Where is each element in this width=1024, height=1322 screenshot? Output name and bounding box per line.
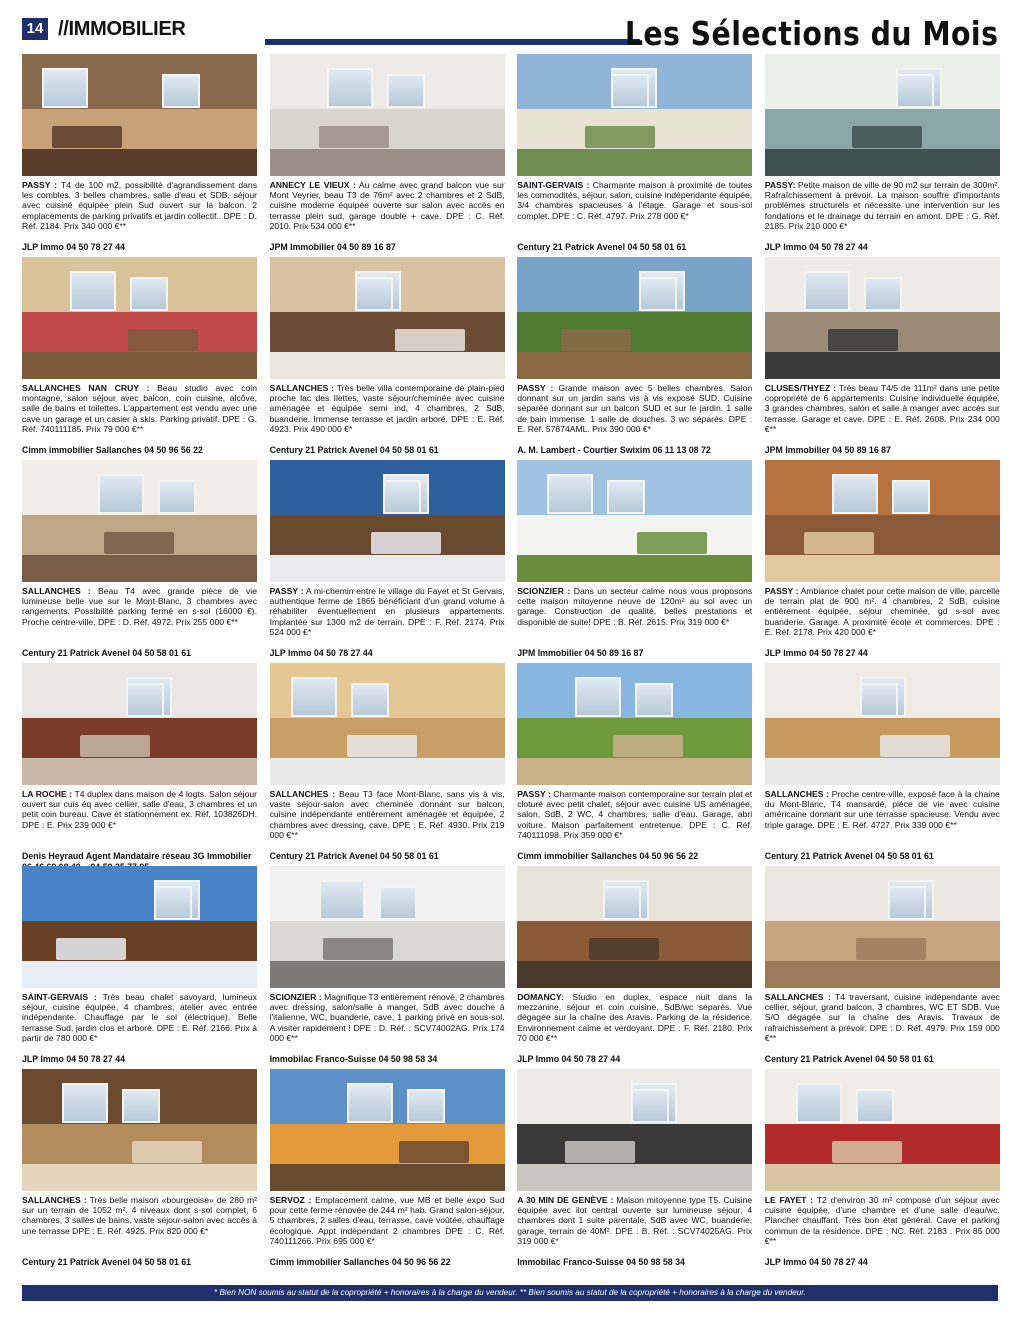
listing-description	[270, 383, 505, 445]
header-rule	[265, 39, 640, 45]
photo-window-shape	[126, 683, 164, 717]
listing-photo	[517, 257, 752, 379]
listing-description	[22, 180, 257, 242]
photo-window-shape	[355, 277, 393, 311]
listing-photo	[270, 460, 505, 582]
photo-window-shape	[162, 74, 200, 108]
listing-photo	[22, 663, 257, 785]
listing-card	[270, 257, 505, 460]
listing-photo	[517, 866, 752, 988]
listing-text: A mi-chemin entre le village du Fayet et St Gervais, authentique ferme de 1865 bénéficiant d'un grand volume à réhabiliter éventuellement en plusieurs appartements. Implantée sur 1300 m2 de terrain. DPE : F. Réf. 2174. Prix 524 000 €*	[269, 586, 505, 637]
photo-furniture-shape	[613, 735, 683, 757]
listing-card	[765, 54, 1000, 257]
listing-card	[765, 663, 1000, 866]
listing-text: Très beau T4/5 de 111m² dans une petite copropriété de 6 appartements. Cuisine individuelle équipée, 3 grandes chambres, salon et salle à manger avec accès sur terrasse. Garage et cave. DPE : E. Réf. 2608. Prix 234 000 €**	[764, 383, 1000, 434]
listing-card	[22, 1069, 257, 1272]
photo-window-shape	[611, 74, 649, 108]
listing-description	[765, 383, 1000, 445]
photo-window-shape	[383, 480, 421, 514]
photo-window-shape	[379, 886, 417, 920]
listing-description	[765, 992, 1000, 1054]
listing-text: T4 traversant, cuisine indépendante avec cellier, séjour, grand balcon, 3 chambres, WC ET SDB. Vue S/O dégagée sur la chaîne des Aravis. Travaux de rafraichissement à prévoir. DPE : D. Réf. 4979. Prix 159 000 €**	[764, 992, 1000, 1043]
listing-description	[270, 586, 505, 648]
listing-contact: Century 21 Patrick Avenel 04 50 58 01 61	[22, 1257, 192, 1267]
listing-location: SALLANCHES :	[764, 789, 830, 799]
photo-window-shape	[98, 474, 144, 514]
listing-location: SAINT-GERVAIS :	[517, 180, 590, 190]
listing-contact: JPM Immobilier 04 50 89 16 87	[269, 242, 396, 252]
page-header	[0, 0, 1024, 54]
listing-card	[22, 663, 257, 866]
listing-description	[22, 1195, 257, 1257]
listing-description	[270, 789, 505, 851]
listing-contact: Immobilac Franco-Suisse 04 50 98 58 34	[517, 1257, 685, 1267]
listing-text: Dans un secteur calme nous vous proposons cette maison mitoyenne neuve de 120m² au sol avec un garage. Construction de qualité, belles prestations et disponible de suite! DPE : B. Réf. 2615. Prix 319 000 €*	[517, 586, 753, 627]
listing-photo	[765, 866, 1000, 988]
photo-window-shape	[42, 68, 88, 108]
listing-text: Emplacement calme, vue MB et belle expo Sud pour cette ferme rénovée de 244 m² hab. Grand salon-séjour, 5 chambres, 2 salles d'eau, terrasse, cave voûtée, chauffage écologique. Appt indépendant 2 chambres DPE : C. Réf. 740111266. Prix 695 000 €*	[269, 1195, 505, 1246]
photo-furniture-shape	[832, 1141, 902, 1163]
listing-text: Charmante maison contemporaine sur terrain plat et cloturé avec petit chalet, séjour avec cuisine US aménagée, salon, SdB, 2 WC, 4 chambres, salle d'eau. Garage, abri voiture. Maison parfaitement entretenue. DPE : C. Réf. 740111098. Prix 359 000 €*	[517, 789, 753, 840]
listing-contact: Cimm immobilier Sallanches 04 50 96 56 22	[269, 1257, 451, 1267]
photo-window-shape	[319, 880, 365, 920]
listing-photo	[765, 663, 1000, 785]
listing-card	[270, 663, 505, 866]
photo-window-shape	[154, 886, 192, 920]
listing-description	[517, 383, 752, 445]
photo-window-shape	[70, 271, 116, 311]
photo-window-shape	[607, 480, 645, 514]
listing-contact: JPM Immobilier 04 50 89 16 87	[764, 445, 891, 455]
listing-contact: JLP Immo 04 50 78 27 44	[764, 1257, 868, 1267]
photo-window-shape	[860, 683, 898, 717]
listing-photo	[22, 866, 257, 988]
listing-contact: JLP Immo 04 50 78 27 44	[22, 1054, 126, 1064]
listing-photo	[517, 663, 752, 785]
listing-photo	[517, 54, 752, 176]
listing-location: PASSY :	[764, 586, 799, 596]
listing-description	[765, 586, 1000, 648]
listing-location: PASSY :	[22, 180, 58, 190]
listing-contact: Century 21 Patrick Avenel 04 50 58 01 61	[764, 851, 934, 861]
listing-photo	[270, 866, 505, 988]
photo-furniture-shape	[399, 1141, 469, 1163]
listing-description	[22, 992, 257, 1054]
listing-contact: JLP Immo 04 50 78 27 44	[764, 242, 868, 252]
listing-text: Beau T4 avec grande pièce de vie lumineuse belle vue sur le Mont-Blanc, 3 chambres avec rangements. Possibilité parking fermé en s-sol (16000 €). Proche centre-ville. DPE : D. Réf. 4972. Prix 255 000 €**	[22, 586, 257, 627]
listing-card	[517, 54, 752, 257]
listing-location: PASSY :	[517, 789, 551, 799]
photo-window-shape	[804, 271, 850, 311]
listing-photo	[270, 1069, 505, 1191]
photo-furniture-shape	[828, 329, 898, 351]
listing-text: Charmante maison à proximité de toutes les commodités, séjour, salon, cuisine indépendante équipée, 3/4 chambres spacieuses à l'étage. Garage et sous-sol complet. DPE : C. Réf. 4797. Prix 278 000 €*	[517, 180, 753, 221]
listing-text: Magnifique T3 entièrement rénové, 2 chambres avec dressing, salon/salle à manger, SdB avec douche à l'italienne, WC, buanderie, cave, 1 parking privé en sous-sol. A visiter rapidement ! DPE : D. Réf. : SCV74002AG. Prix 174 000 €**	[269, 992, 505, 1043]
photo-window-shape	[575, 677, 621, 717]
photo-window-shape	[158, 480, 196, 514]
photo-furniture-shape	[852, 126, 922, 148]
listing-card	[517, 257, 752, 460]
listing-text: Studio en duplex, espace nuit dans la mezzanine, séjour et coin cuisine, SdB/wc séparés. Vue dégagée sur la chaîne des Aravis. Parking de la résidence. Environnement calme et verdoyant. DPE : F. Réf. 2180. Prix 70 000 €**	[517, 992, 753, 1043]
listing-location: SERVOZ :	[269, 1195, 312, 1205]
listing-description	[765, 789, 1000, 851]
photo-window-shape	[888, 886, 926, 920]
photo-furniture-shape	[585, 126, 655, 148]
photo-window-shape	[832, 474, 878, 514]
listing-location: SCIONZIER :	[269, 992, 322, 1002]
listing-location: PASSY :	[517, 383, 554, 393]
listing-card	[765, 257, 1000, 460]
photo-window-shape	[856, 1089, 894, 1123]
photo-furniture-shape	[323, 938, 393, 960]
photo-furniture-shape	[347, 735, 417, 757]
photo-window-shape	[347, 1083, 393, 1123]
page-number: 14	[22, 18, 48, 40]
listing-location: SALLANCHES :	[764, 992, 831, 1002]
photo-furniture-shape	[319, 126, 389, 148]
photo-window-shape	[796, 1083, 842, 1123]
listing-text: Beau studio avec coin montagne, salon séjour avec balcon, coin cuisine, alcôve, salle de bains et toilettes. L'appartement est vendu avec une cave un garage et un casier à skis. Parking privatif. DPE : G. Réf. 740111185. Prix 79 000 €**	[22, 383, 257, 434]
listing-contact: Denis Heyraud Agent Mandataire réseau 3G Immobilier	[22, 851, 252, 861]
listing-contact: Century 21 Patrick Avenel 04 50 58 01 61	[764, 1054, 934, 1064]
listing-text: Très belle maison «bourgeoise» de 280 m² sur un terrain de 1052 m². 4 niveaux dont s-sol complet, 6 chambres, 3 salles de bains, vaste séjour-salon avec accès à une terrasse DPE : E. Réf. 4925. Prix 820 000 €*	[22, 1195, 257, 1236]
listing-location: SALLANCHES :	[269, 383, 335, 393]
listing-description	[517, 586, 752, 648]
listing-card	[765, 460, 1000, 663]
listing-card	[270, 460, 505, 663]
photo-window-shape	[896, 74, 934, 108]
listing-text: Petite maison de ville de 90 m2 sur terrain de 300m². Rafraîchissement à prévoir. La maison souffre d'importants problèmes structurels et nécessite une intervention sur les fondations et le drainage du terrain en amont. DPE : G. Réf. 2185. Prix 210 000 €*	[764, 180, 1000, 231]
listings-grid	[22, 54, 998, 1272]
listing-photo	[270, 663, 505, 785]
listing-contact: JLP Immo 04 50 78 27 44	[764, 648, 868, 658]
photo-window-shape	[291, 677, 337, 717]
photo-furniture-shape	[52, 126, 122, 148]
listing-description	[765, 1195, 1000, 1257]
photo-window-shape	[864, 277, 902, 311]
photo-window-shape	[387, 74, 425, 108]
listing-photo	[765, 54, 1000, 176]
listing-card	[22, 866, 257, 1069]
photo-window-shape	[407, 1089, 445, 1123]
photo-window-shape	[327, 68, 373, 108]
photo-furniture-shape	[56, 938, 126, 960]
listing-contact: JLP Immo 04 50 78 27 44	[269, 648, 373, 658]
listing-location: A 30 MIN DE GENÈVE :	[517, 1195, 614, 1205]
section-title: //IMMOBILIER	[58, 18, 186, 40]
listing-description	[22, 383, 257, 445]
listing-location: DOMANCY:	[517, 992, 564, 1002]
listing-contact: JPM Immobilier 04 50 89 16 87	[517, 648, 644, 658]
photo-window-shape	[631, 1089, 669, 1123]
listing-card	[270, 54, 505, 257]
listing-photo	[517, 1069, 752, 1191]
listing-location: SALLANCHES NAN CRUY :	[22, 383, 150, 393]
listing-text: Très belle villa contemporaine de plain-pied proche lac des Ilettes, vaste séjour/cheminée avec cuisine aménagée et équipée semi ind, 4 chambres, 2 SdB, buanderie. Immense terrasse et jardin arboré. DPE : E. Réf. 4923. Prix 490 000 €*	[269, 383, 505, 434]
listing-card	[765, 866, 1000, 1069]
listing-location: SALLANCHES :	[269, 789, 336, 799]
listing-card	[517, 1069, 752, 1272]
listing-card	[517, 663, 752, 866]
listing-card	[270, 1069, 505, 1272]
listing-text: T4 de 100 m2, possibilité d'agrandissement dans les combles. 3 belles chambres, salle d'eau et SDB, séjour avec cuisiné équipée plein Sud ouvert sur la balcon. 2 emplacements de parking privatifs et jardin collectif.. DPE : D. Réf. 2184. Prix 340 000 €**	[22, 180, 257, 231]
listing-description	[517, 180, 752, 242]
page-title: Les Sélections du Mois	[624, 14, 998, 53]
listing-photo	[270, 54, 505, 176]
listing-photo	[765, 257, 1000, 379]
listing-card	[517, 866, 752, 1069]
photo-window-shape	[351, 683, 389, 717]
listing-location: PASSY:	[764, 180, 796, 190]
listing-location: SALLANCHES :	[22, 586, 91, 596]
listing-photo	[765, 460, 1000, 582]
photo-furniture-shape	[104, 532, 174, 554]
listing-card	[270, 866, 505, 1069]
photo-window-shape	[639, 277, 677, 311]
listing-description	[517, 1195, 752, 1257]
listing-card	[765, 1069, 1000, 1272]
listing-photo	[22, 1069, 257, 1191]
listing-location: SCIONZIER :	[517, 586, 571, 596]
listing-photo	[517, 460, 752, 582]
photo-furniture-shape	[128, 329, 198, 351]
photo-furniture-shape	[637, 532, 707, 554]
listing-text: Très beau chalet savoyard, lumineux séjour, cuisine équipée, 4 chambres, atelier avec entrée indépendante. Chauffage par le sol (électrique). Belle terrasse Sud, jardin clos et arboré. DPE : E. Réf. 2166. Prix à partir de 780 000 €*	[22, 992, 257, 1043]
listing-description	[270, 1195, 505, 1257]
listing-photo	[22, 460, 257, 582]
listing-location: SAINT-GERVAIS :	[22, 992, 97, 1002]
listing-text: Proche centre-ville, exposé face à la chaine du Mont-Blanc, T4 mansardé, pièce de vie avec cuisine américaine donnant sur une terrasse spacieuse. Vendu avec triple garage. DPE : E. Réf. 4727. Prix 339 000 €**	[764, 789, 1000, 830]
listing-location: LE FAYET :	[764, 1195, 814, 1205]
photo-window-shape	[892, 480, 930, 514]
listing-text: T2 d'environ 30 m² composé d'un séjour avec cuisine équipée, d'une chambre et d'une salle d'eau/wc. Plancher chauffant. Très bon état général. Cave et parking commun de la résidence. DPE : NC. Réf. 2183 . Prix 85 000 €**	[764, 1195, 1000, 1246]
listing-contact: Century 21 Patrick Avenel 04 50 58 01 61	[517, 242, 687, 252]
listing-contact: Century 21 Patrick Avenel 04 50 58 01 61	[22, 648, 192, 658]
listing-description	[22, 789, 257, 851]
listing-photo	[765, 1069, 1000, 1191]
listing-description	[270, 992, 505, 1054]
listing-photo	[22, 257, 257, 379]
listing-text: Grande maison avec 5 belles chambres. Salon donnant sur un jardin sans vis à vis exposé SUD. Cuisine séparée donnant sur un balcon SUD et sur le jardin. 1 salle de bain immense. 1 salle de douches. 3 wc séparés. DPE : E. Réf. 57874AML. Prix 390 000 €*	[517, 383, 753, 434]
photo-furniture-shape	[80, 735, 150, 757]
listing-text: Ambiance chalet pour cette maison de ville, parcelle de terrain plat de 900 m². 4 chambres, 2 SdB, cuisine entièrement équipée, séjour cheminée, gd s-sol avec buanderie. Garage. A proximité école et commerces. DPE : E. Réf. 2178. Prix 420 000 €*	[764, 586, 1000, 637]
listing-description	[270, 180, 505, 242]
photo-window-shape	[122, 1089, 160, 1123]
photo-window-shape	[547, 474, 593, 514]
listing-contact: JLP Immo 04 50 78 27 44	[517, 1054, 621, 1064]
listing-location: PASSY :	[269, 586, 304, 596]
listing-description	[22, 586, 257, 648]
listing-contact: Cimm immobilier Sallanches 04 50 96 56 22	[22, 445, 203, 455]
photo-window-shape	[130, 277, 168, 311]
listing-text: Beau T3 face Mont-Blanc, sans vis à vis, vaste séjour-salon avec cheminée donnant sur balcon, cuisine indépendante entièrement aménagée et équipée, 2 chambres avec dressing, cave. DPE : E. Réf. 4930. Prix 219 000 €**	[269, 789, 505, 840]
listing-contact: Century 21 Patrick Avenel 04 50 58 01 61	[269, 851, 439, 861]
photo-furniture-shape	[804, 532, 874, 554]
listing-location: CLUSES/THYEZ :	[764, 383, 837, 393]
listing-contact: Cimm immobilier Sallanches 04 50 96 56 22	[517, 851, 699, 861]
photo-furniture-shape	[395, 329, 465, 351]
listing-photo	[270, 257, 505, 379]
photo-furniture-shape	[589, 938, 659, 960]
listing-description	[517, 789, 752, 851]
listing-text: Maison mitoyenne type T5. Cuisine équipée avec ilot central ouverte sur lumineuse séjour, 4 chambres dont 1 suite parentale, SdB avec WC, buanderie, garage, terrain de 40M². DPE : B. Réf. : SCV74025AG. Prix 319 000 €*	[517, 1195, 753, 1246]
listing-text: Au calme avec grand balcon vue sur Mont Veyrier, beau T3 de 76m² avec 2 chambres et 2 SdB, cuisine moderne équipée ouverte sur salon avec accès en terrasse plein sud, garage double + cave. DPE : C. Réf. 2010. Prix 534 000 €**	[269, 180, 505, 231]
photo-furniture-shape	[132, 1141, 202, 1163]
listing-card	[22, 54, 257, 257]
listing-location: ANNECY LE VIEUX :	[269, 180, 356, 190]
listing-location: SALLANCHES :	[22, 1195, 87, 1205]
listing-description	[765, 180, 1000, 242]
footer-note: * Bien NON soumis au statut de la copropriété + honoraires à la charge du vendeur. ** Bien soumis au statut de la copropriété + honoraires à la charge du vendeur.	[22, 1285, 998, 1301]
listing-photo	[22, 54, 257, 176]
photo-furniture-shape	[880, 735, 950, 757]
photo-furniture-shape	[371, 532, 441, 554]
listing-contact: Immobilac Franco-Suisse 04 50 98 58 34	[269, 1054, 438, 1064]
photo-window-shape	[635, 683, 673, 717]
listing-contact: Century 21 Patrick Avenel 04 50 58 01 61	[269, 445, 439, 455]
listing-card	[22, 257, 257, 460]
listing-text: T4 duplex dans maison de 4 logts. Salon séjour ouvert sur cuis éq avec cellier, salle d'eau, 3 chambres et un petit coin bureau. Cave et stationnement ex. Réf. 103826DH. DPE : E. Prix 239 000 €*	[22, 789, 257, 830]
listing-contact: A. M. Lambert - Courtier Swixim 06 11 13 08 72	[517, 445, 711, 455]
listing-card	[22, 460, 257, 663]
photo-furniture-shape	[856, 938, 926, 960]
photo-furniture-shape	[561, 329, 631, 351]
photo-furniture-shape	[565, 1141, 635, 1163]
photo-window-shape	[603, 886, 641, 920]
listing-contact: JLP Immo 04 50 78 27 44	[22, 242, 126, 252]
photo-window-shape	[62, 1083, 108, 1123]
listing-description	[517, 992, 752, 1054]
listing-card	[517, 460, 752, 663]
listing-location: LA ROCHE :	[22, 789, 73, 799]
